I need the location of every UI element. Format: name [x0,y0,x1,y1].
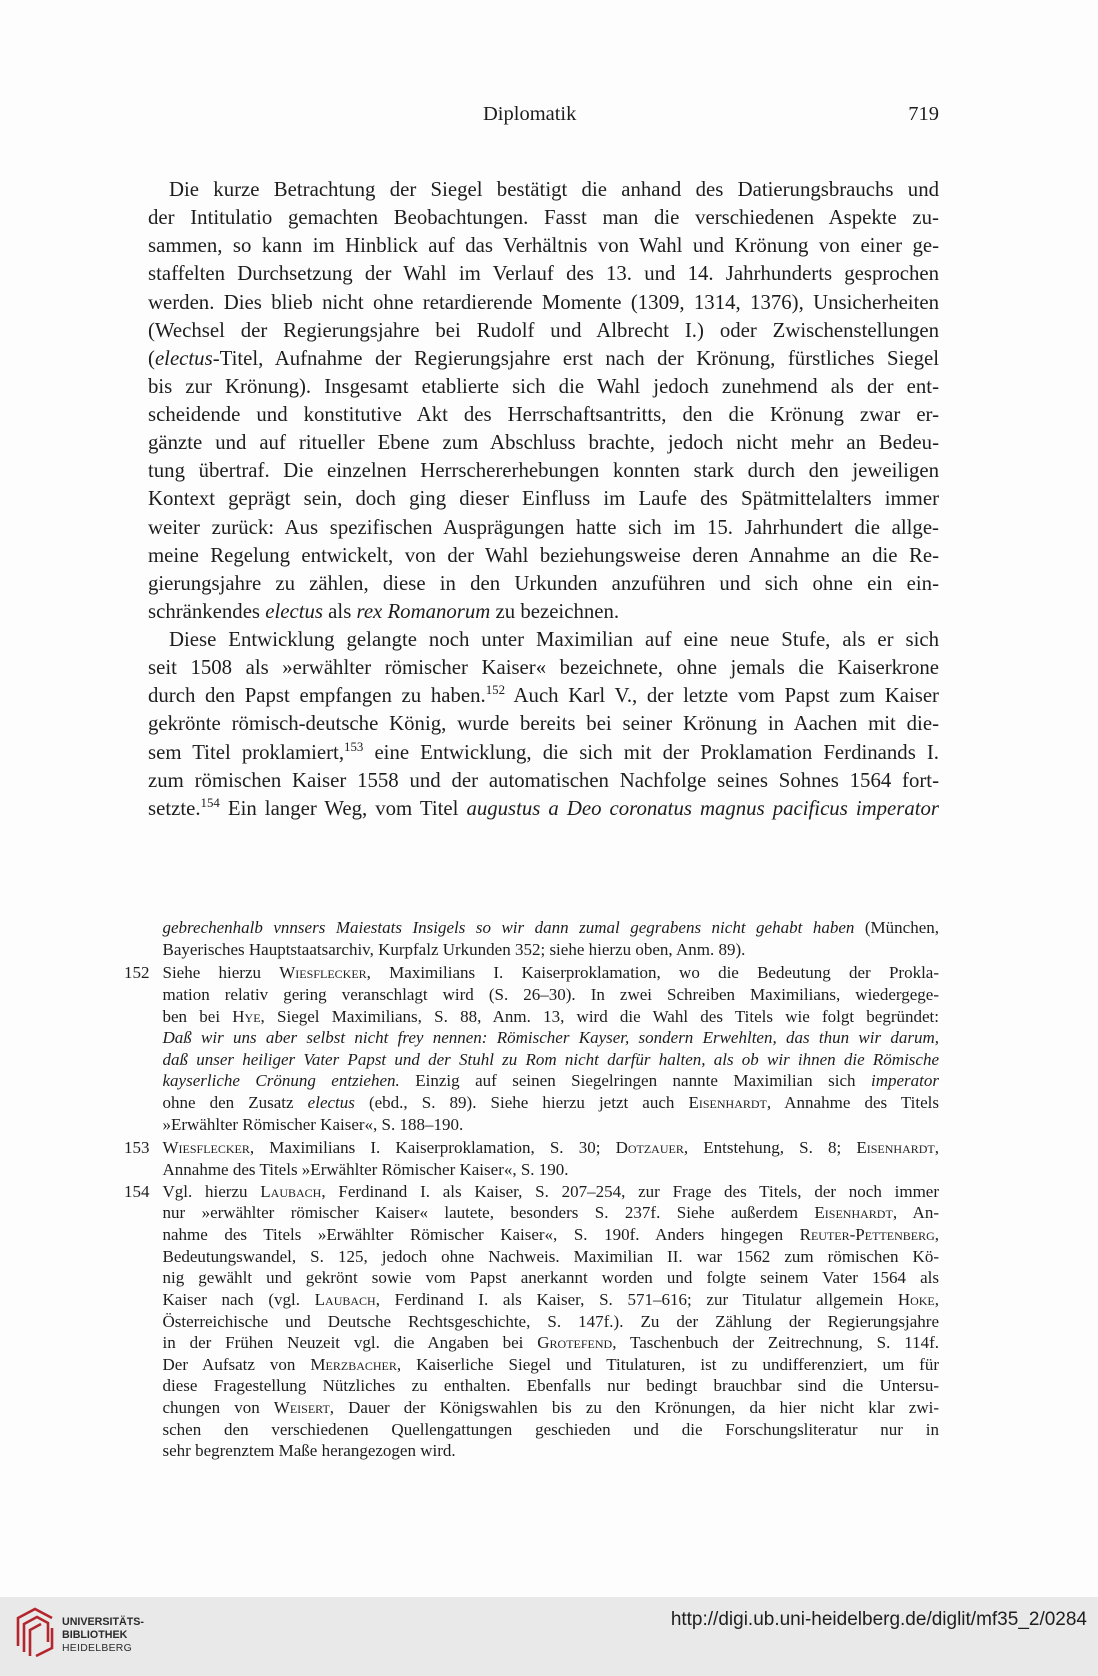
footnote-text [163,1181,940,1462]
text-line [148,514,939,542]
text-line [163,984,940,1006]
small-caps-run: Merzbacher [310,1354,397,1374]
italic-run: kayserliche Crönung entziehen. [162,1071,400,1091]
text-run: Einzig auf seinen Siegelringen nannte Maximilian sich [399,1071,871,1091]
footnote-reference: 152 [485,683,505,698]
small-caps-run: Dotzauer [615,1138,684,1158]
text-run: gänzte und auf ritueller Ebene zum Abschluss brachte, jedoch nicht mehr an Bedeu- [148,431,939,455]
small-caps-run: Eisenhardt [814,1203,893,1223]
italic-run: Daß wir uns aber selbst nicht frey nennen: Römischer Kayser, sondern Erwehlten, das thun wir darum, [162,1028,939,1048]
permalink-url: http://digi.ub.uni-heidelberg.de/diglit/mf35_2/0284 [670,1609,1087,1630]
text-run: gierungsjahre zu zählen, diese in den Urkunden anzuführen und sich ohne ein ein- [148,571,939,595]
text-run: , Maximilians I. Kaiserproklamation, S. 30; [249,1138,616,1158]
text-run: Auch Karl V., der letzte vom Papst zum Kaiser [505,684,939,708]
text-line [148,260,939,288]
text-run: gekrönte römisch-deutsche König, wurde bereits bei seiner Krönung in Aachen mit die- [148,712,939,736]
text-line [148,542,939,570]
logo-line: UNIVERSITÄTS- [62,1616,144,1628]
running-title: Diplomatik [483,103,577,125]
italic-run: electus [307,1093,355,1113]
text-line [163,1181,940,1203]
text-run: nig gewählt und gekrönt sowie vom Papst anerkannt worden und folgte seinem Vater 1564 als [162,1268,939,1288]
text-line [148,654,939,682]
text-line [148,373,939,401]
text-run: , Entstehung, S. 8; [683,1138,857,1158]
text-run: , [934,1138,939,1158]
text-line [163,1224,940,1246]
text-run: meine Regelung entwickelt, von der Wahl beziehungsweise deren Annahme an die Re- [148,543,939,567]
text-line [148,429,939,457]
text-run: , Ferdinand I. als Kaiser, S. 571–616; zur Titulatur allgemein [375,1289,898,1309]
small-caps-run: Weisert [273,1398,330,1418]
text-run: zum römischen Kaiser 1558 und der automatischen Nachfolge seines Sohnes 1564 fort- [148,768,939,792]
library-logo-text [62,1616,144,1655]
text-run: chungen von [162,1398,274,1418]
text-line [163,1289,940,1311]
text-run: , Siegel Maximilians, S. 88, Anm. 13, wird die Wahl des Titels wie folgt begründet: [260,1006,939,1026]
text-line [163,1332,940,1354]
page-number: 719 [908,103,939,125]
text-run: Ein langer Weg, vom Titel [219,796,467,820]
text-run: , [934,1224,939,1244]
italic-run: electus [154,346,213,370]
text-line [148,739,939,767]
text-line [163,1114,940,1136]
footnote [124,962,939,1135]
text-line [148,289,939,317]
text-run: (München, [854,918,939,937]
text-run: Vgl. hierzu [162,1181,261,1201]
logo-line: BIBLIOTHEK [62,1629,128,1641]
text-run: staffelten Durchsetzung der Wahl im Verlauf des 13. und 14. Jahrhunderts gesprochen [148,262,939,286]
text-line [148,401,939,429]
text-run: nahme des Titels »Erwählter Römischer Kaiser«, S. 190f. Anders hingegen [162,1224,800,1244]
text-run: setzte. [148,796,201,820]
text-run: sehr begrenztem Maße herangezogen wird. [162,1441,456,1461]
text-run: Der Aufsatz von [162,1354,311,1374]
main-text [148,176,939,823]
text-line [163,1375,940,1397]
text-run: »Erwählter Römischer Kaiser«, S. 188–190. [162,1114,464,1134]
text-line [163,1311,940,1333]
text-run: , An- [892,1203,939,1223]
text-run: mation relativ gering veranschlagt wird (S. 26–30). In zwei Schreiben Maximilians, wiedergege- [162,984,939,1004]
text-line [148,176,939,204]
text-line [148,767,939,795]
small-caps-run: Reuter-Pettenberg [799,1224,935,1244]
text-run: diese Fragestellung Nützliches zu enthalten. Ebenfalls nur bedingt brauchbar sind die Untersu- [162,1376,939,1396]
library-emblem-icon [15,1606,55,1658]
text-run: sammen, so kann im Hinblick auf das Verhältnis von Wahl und Krönung von einer ge- [148,234,939,258]
digitization-footer [0,1597,1098,1676]
text-run: eine Entwicklung, die sich mit der Proklamation Ferdinands I. [363,740,939,764]
text-line [148,598,939,626]
text-run: ( [148,346,155,370]
text-line [163,1137,940,1159]
text-run: in der Frühen Neuzeit vgl. die Angaben bei [162,1333,538,1353]
text-run: (Wechsel der Regierungsjahre bei Rudolf und Albrecht I.) oder Zwischenstellungen [148,318,939,342]
text-line [163,1006,940,1028]
text-run: Kontext geprägt sein, doch ging dieser Einfluss im Laufe des Spätmittelalters immer [148,487,939,511]
text-line [148,204,939,232]
text-run: durch den Papst empfangen zu haben. [148,684,486,708]
text-line [163,1246,940,1268]
text-line [148,682,939,710]
body-paragraph [148,176,939,626]
text-run: Österreichische und Deutsche Rechtsgeschichte, S. 147f.). Zu der Zählung der Regierungsjahre [162,1311,939,1331]
text-line [163,1202,940,1224]
footnote [124,1181,939,1462]
small-caps-run: Laubach [314,1289,376,1309]
small-caps-run: Hoke [897,1289,935,1309]
text-line [163,1267,940,1289]
text-line [163,917,940,939]
text-run: , [934,1289,940,1309]
small-caps-run: Wiesflecker [162,1138,250,1158]
text-line [163,1354,940,1376]
text-run: weiter zurück: Aus spezifischen Ausprägungen hatte sich im 15. Jahrhundert die allge- [148,515,939,539]
text-run: , Ferdinand I. als Kaiser, S. 207–254, zur Frage des Titels, der noch immer [321,1181,939,1201]
text-line [163,1070,940,1092]
footnote-text [163,917,940,960]
text-run: Diese Entwicklung gelangte noch unter Maximilian auf eine neue Stufe, als er sich [169,628,939,651]
italic-run: imperator [871,1071,939,1091]
italic-run: electus [265,599,323,623]
footnotes [124,917,939,1462]
small-caps-run: Eisenhardt [688,1093,767,1113]
text-run: ohne den Zusatz [162,1093,308,1113]
text-run: -Titel, Aufnahme der Regierungsjahre erst nach der Krönung, fürstliches Siegel [212,346,939,370]
text-line [148,626,939,654]
text-run: Die kurze Betrachtung der Siegel bestätigt die anhand des Datierungsbrauchs und [169,178,939,201]
text-run: Siehe hierzu [162,963,280,983]
text-run: Bayerisches Hauptstaatsarchiv, Kurpfalz Urkunden 352; siehe hierzu oben, Anm. 89). [162,939,746,959]
footnote-reference: 154 [200,795,220,810]
text-run: sem Titel proklamiert, [148,740,345,764]
text-line [148,317,939,345]
text-line [163,1159,940,1181]
text-line [163,1440,940,1462]
text-run: , Kaiserliche Siegel und Titulaturen, ist zu undifferenziert, um für [396,1354,939,1374]
text-run: tung übertraf. Die einzelnen Herrschererhebungen konnten stark durch den jeweiligen [148,459,939,483]
text-line [163,1027,940,1049]
text-run: schen den verschiedenen Quellengattungen geschieden und die Forschungsliteratur nur in [162,1419,939,1439]
text-run: nur »erwählter römischer Kaiser« lautete, besonders S. 237f. Siehe außerdem [162,1203,815,1223]
text-run: scheidende und konstitutive Akt des Herrschaftsantritts, den die Krönung zwar er- [148,403,939,426]
small-caps-run: Grotefend [537,1333,613,1353]
text-run: als [322,599,357,623]
text-run: Bedeutungswandel, S. 125, jedoch ohne Nachweis. Maximilian II. war 1562 zum römischen Kö- [162,1246,939,1266]
text-run: Annahme des Titels »Erwählter Römischer Kaiser«, S. 190. [162,1160,569,1180]
italic-run: augustus a Deo coronatus magnus pacificus imperator [466,796,940,820]
text-line [163,1397,940,1419]
small-caps-run: Eisenhardt [856,1138,935,1158]
footnote-number: 152 [124,963,150,983]
text-line [148,710,939,738]
small-caps-run: Laubach [260,1181,322,1201]
footnote-continuation [124,917,939,960]
text-run: , Taschenbuch der Zeitrechnung, S. 114f. [612,1333,939,1353]
text-run: der Intitulatio gemachten Beobachtungen. Fasst man die verschiedenen Aspekte zu- [148,206,939,230]
text-run: zu bezeichnen. [490,599,620,623]
footnote-text [163,962,940,1135]
text-run: (ebd., S. 89). Siehe hierzu jetzt auch [354,1093,689,1113]
text-line [148,232,939,260]
small-caps-run: Wiesflecker [279,963,367,983]
footnote-text [163,1137,940,1180]
text-run: seit 1508 als »erwählter römischer Kaiser« bezeichnete, ohne jemals die Kaiserkrone [148,656,939,680]
italic-run: gebrechenhalb vnnsers Maiestats Insigels so wir dann zumal gegrabens nicht gehabt haben [162,918,855,937]
small-caps-run: Hye [232,1006,261,1026]
footnote-number: 153 [124,1138,150,1158]
text-line [148,457,939,485]
text-line [148,485,939,513]
text-line [163,962,940,984]
text-run: , Annahme des Titels [766,1093,940,1113]
text-run: schränkendes [148,599,266,623]
footnote-reference: 153 [344,739,364,754]
text-run: , Maximilians I. Kaiserproklamation, wo die Bedeutung der Prokla- [366,963,940,983]
text-line [148,795,939,823]
text-line [163,1419,940,1441]
italic-run: daß unser heiliger Vater Papst und der Stuhl zu Rom nicht darfür halten, als ob wir ihnen die Römische [162,1049,939,1069]
text-run: , Dauer der Königswahlen bis zu den Krönungen, da hier nicht klar zwi- [329,1398,939,1418]
text-line [163,939,940,961]
footnote [124,1137,939,1180]
text-line [148,345,939,373]
text-run: werden. Dies blieb nicht ohne retardierende Momente (1309, 1314, 1376), Unsicherheiten [148,290,939,314]
text-line [163,1092,940,1114]
text-run: bis zur Krönung). Insgesamt etablierte sich die Wahl jedoch zunehmend als der ent- [148,374,939,398]
italic-run: rex Romanorum [356,599,491,623]
text-line [148,570,939,598]
body-paragraph [148,626,939,823]
logo-line: HEIDELBERG [62,1643,132,1654]
text-run: Kaiser nach (vgl. [162,1289,315,1309]
footnote-number: 154 [124,1181,150,1201]
text-run: ben bei [162,1006,233,1026]
text-line [163,1049,940,1071]
